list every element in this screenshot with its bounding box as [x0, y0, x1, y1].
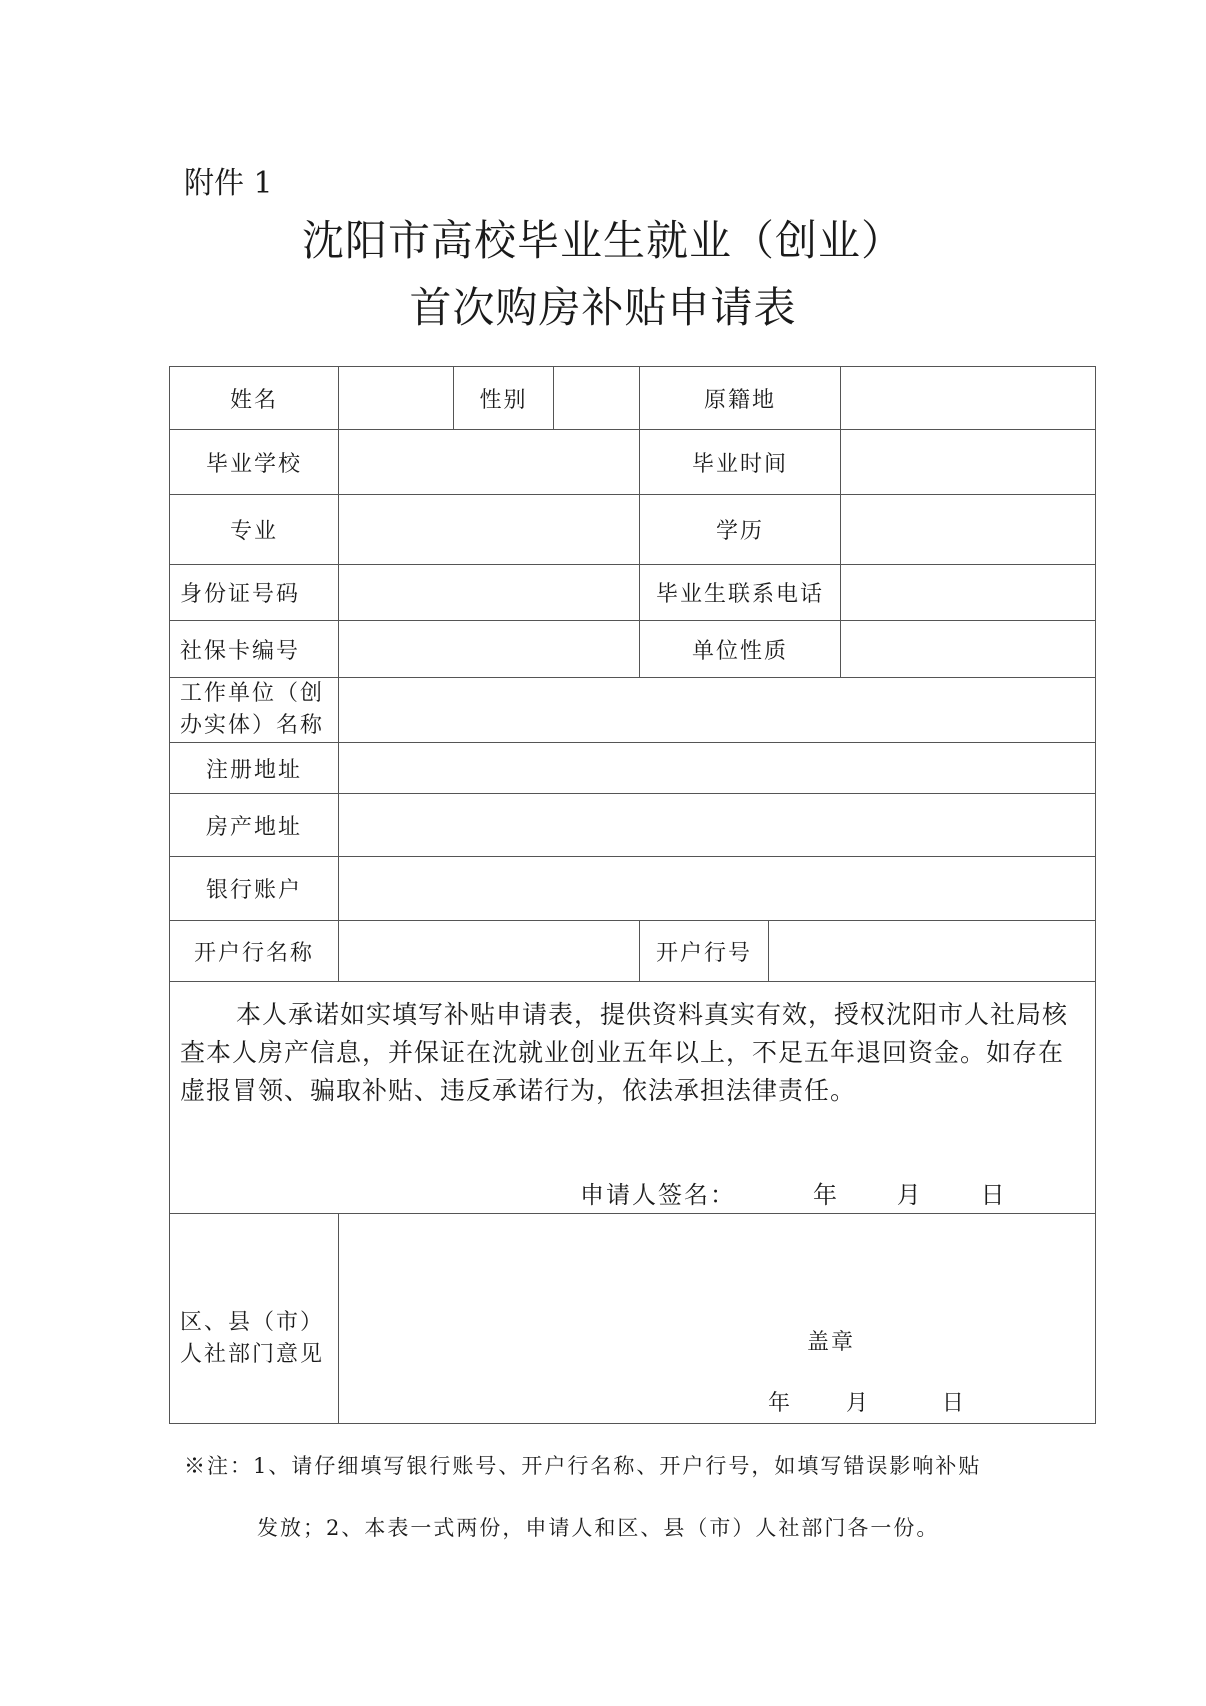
- property-address-field[interactable]: [339, 794, 1096, 857]
- phone-field[interactable]: [841, 565, 1096, 621]
- bank-account-label: 银行账户: [170, 857, 339, 921]
- pledge-text: 本人承诺如实填写补贴申请表，提供资料真实有效，授权沈阳市人社局核查本人房产信息，并保证在沈就业创业五年以上，不足五年退回资金。如存在虚报冒领、骗取补贴、违反承诺行为，依法承担法律责任。: [180, 1000, 1069, 1105]
- reg-address-label: 注册地址: [170, 743, 339, 794]
- form-title-line2: 首次购房补贴申请表: [409, 283, 797, 332]
- phone-label: 毕业生联系电话: [640, 565, 841, 621]
- property-address-label: 房产地址: [170, 794, 339, 857]
- bank-name-label: 开户行名称: [170, 921, 339, 982]
- reg-address-field[interactable]: [339, 743, 1096, 794]
- applicant-signature-line[interactable]: 申请人签名： 年 月 日: [580, 1181, 1007, 1209]
- unit-type-label: 单位性质: [640, 621, 841, 678]
- bank-name-field[interactable]: [339, 921, 640, 982]
- grad-time-field[interactable]: [841, 430, 1096, 495]
- unit-type-field[interactable]: [841, 621, 1096, 678]
- bank-code-field[interactable]: [769, 921, 1096, 982]
- employer-field[interactable]: [339, 678, 1096, 743]
- attachment-label: 附件 1: [184, 166, 273, 201]
- school-field[interactable]: [339, 430, 640, 495]
- note-line1: ※注：1、请仔细填写银行账号、开户行名称、开户行号，如填写错误影响补贴: [184, 1454, 982, 1478]
- origin-field[interactable]: [841, 367, 1096, 430]
- opinion-label: 区、县（市）人社部门意见: [170, 1214, 339, 1424]
- origin-label: 原籍地: [640, 367, 841, 430]
- seal-label: 盖章: [807, 1330, 856, 1355]
- gender-field[interactable]: [554, 367, 640, 430]
- education-label: 学历: [640, 495, 841, 565]
- opinion-field[interactable]: [339, 1214, 1096, 1424]
- note-line2: 发放；2、本表一式两份，申请人和区、县（市）人社部门各一份。: [257, 1516, 940, 1540]
- social-card-field[interactable]: [339, 621, 640, 678]
- school-label: 毕业学校: [170, 430, 339, 495]
- id-number-field[interactable]: [339, 565, 640, 621]
- major-field[interactable]: [339, 495, 640, 565]
- education-field[interactable]: [841, 495, 1096, 565]
- form-title-line1: 沈阳市高校毕业生就业（创业）: [301, 216, 904, 265]
- application-form-table: [169, 366, 1096, 1424]
- name-label: 姓名: [170, 367, 339, 430]
- major-label: 专业: [170, 495, 339, 565]
- employer-label: 工作单位（创办实体）名称: [170, 678, 339, 743]
- pledge-section: [170, 982, 1096, 1214]
- opinion-date: 年 月 日: [768, 1391, 966, 1416]
- name-field[interactable]: [339, 367, 454, 430]
- bank-code-label: 开户行号: [640, 921, 769, 982]
- grad-time-label: 毕业时间: [640, 430, 841, 495]
- social-card-label: 社保卡编号: [170, 621, 339, 678]
- bank-account-field[interactable]: [339, 857, 1096, 921]
- id-number-label: 身份证号码: [170, 565, 339, 621]
- gender-label: 性别: [454, 367, 554, 430]
